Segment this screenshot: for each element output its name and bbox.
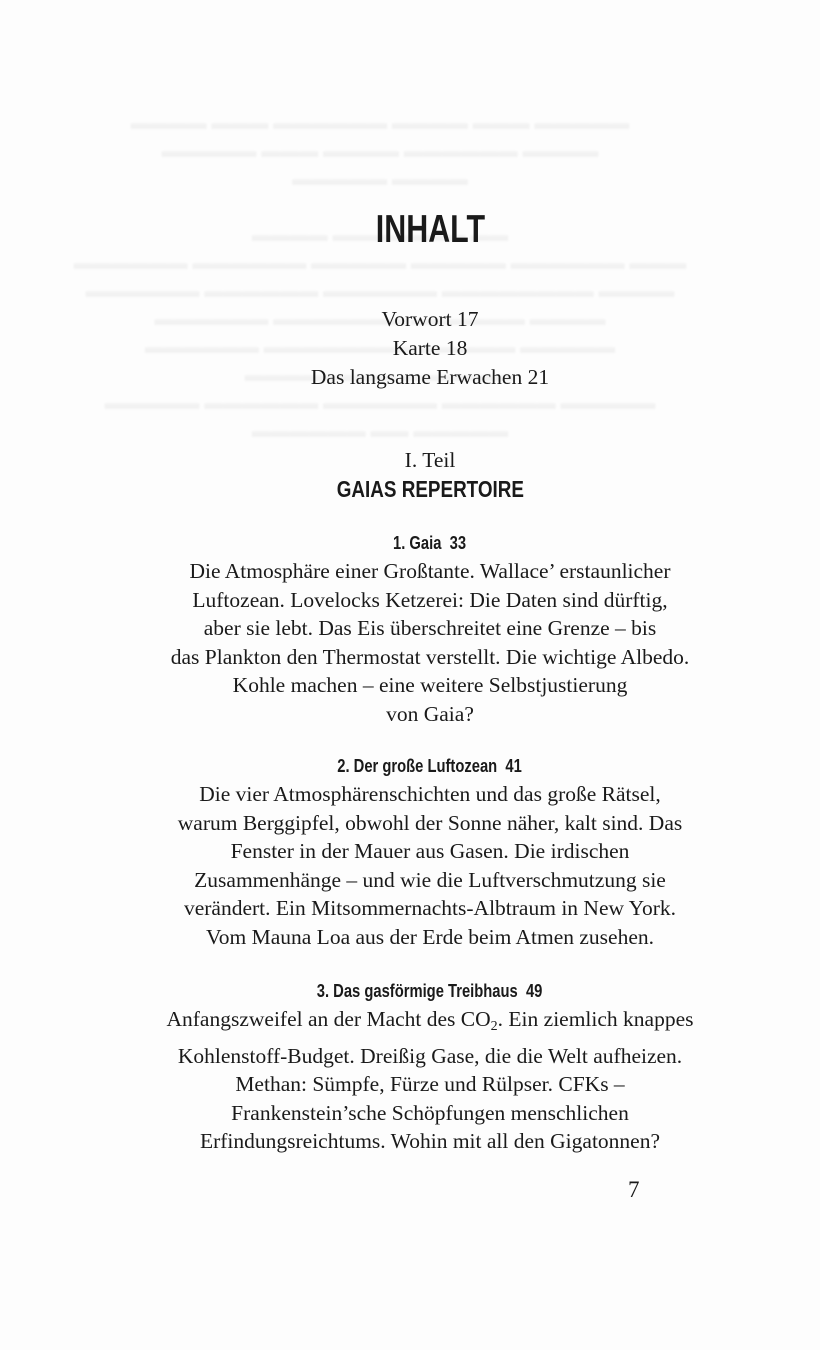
summary-line: verändert. Ein Mitsommernachts-Albtraum in New York. (183, 896, 677, 921)
toc-entry-page: 21 (527, 365, 550, 389)
summary-line: Die Atmosphäre einer Großtante. Wallace’ erstaunlicher (189, 559, 671, 583)
chapter-heading (393, 530, 466, 556)
summary-line: Kohlenstoff-Budget. Dreißig Gase, die die Welt aufheizen. (177, 1043, 683, 1068)
toc-entry-label: Das langsame Erwachen (310, 365, 523, 389)
toc-entry-label: Vorwort (381, 307, 452, 331)
toc-entry-page: 17 (456, 307, 479, 331)
summary-line: warum Berggipfel, obwohl der Sonne näher, kalt sind. Das (177, 810, 683, 835)
chapter-title: 3. Das gasförmige Treibhaus (317, 981, 519, 1001)
show-through-texture (60, 110, 700, 446)
summary-line: Die vier Atmosphärenschichten und das große Rätsel, (199, 782, 661, 806)
chapter-page: 41 (505, 756, 523, 776)
toc-entry-label: Karte (392, 336, 441, 360)
summary-line: Kohle machen – eine weitere Selbstjustierung (232, 673, 628, 698)
chapter-3 (60, 978, 800, 1156)
chapter-heading (338, 753, 523, 779)
toc-entry-vorwort (60, 307, 800, 332)
summary-line: Frankenstein’sche Schöpfungen menschlichen (231, 1100, 629, 1125)
part-label: I. Teil (404, 448, 456, 472)
summary-line-end: . Ein ziemlich knappes (497, 1007, 694, 1031)
summary-line: Luftozean. Lovelocks Ketzerei: Die Daten sind dürftig, (192, 587, 668, 612)
chapter-heading (317, 978, 543, 1004)
toc-entry-erwachen (60, 365, 800, 390)
chapter-summary (60, 557, 800, 729)
chapter-2 (60, 753, 800, 952)
summary-line: Fenster in der Mauer aus Gasen. Die irdischen (230, 839, 630, 864)
page-number: 7 (628, 1177, 640, 1202)
chapter-title: 2. Der große Luftozean (337, 756, 498, 776)
chapter-page: 33 (450, 533, 467, 553)
part-title: GAIAS REPERTOIRE (336, 476, 524, 502)
chapter-1 (60, 530, 800, 729)
toc-entry-karte (60, 336, 800, 361)
toc-entry-page: 18 (445, 336, 468, 360)
summary-line (60, 1005, 800, 1042)
summary-line: von Gaia? (386, 701, 474, 726)
summary-line: Vom Mauna Loa aus der Erde beim Atmen zusehen. (206, 924, 654, 949)
toc-title: INHALT (375, 208, 486, 251)
chapter-summary (60, 1005, 800, 1156)
summary-line-start: Anfangszweifel an der Macht des CO (166, 1007, 491, 1031)
summary-line: das Plankton den Thermostat verstellt. Die wichtige Albedo. (170, 644, 690, 669)
chapter-page: 49 (526, 981, 543, 1001)
subscript-2: 2 (490, 1019, 498, 1034)
summary-line: Methan: Sümpfe, Fürze und Rülpser. CFKs – (235, 1072, 625, 1097)
chapter-summary (60, 780, 800, 952)
summary-line: Erfindungsreichtums. Wohin mit all den Gigatonnen? (199, 1129, 661, 1154)
summary-line: Zusammenhänge – und wie die Luftverschmutzung sie (194, 867, 666, 892)
summary-line: aber sie lebt. Das Eis überschreitet eine Grenze – bis (203, 616, 657, 641)
chapter-title: 1. Gaia (393, 533, 442, 553)
